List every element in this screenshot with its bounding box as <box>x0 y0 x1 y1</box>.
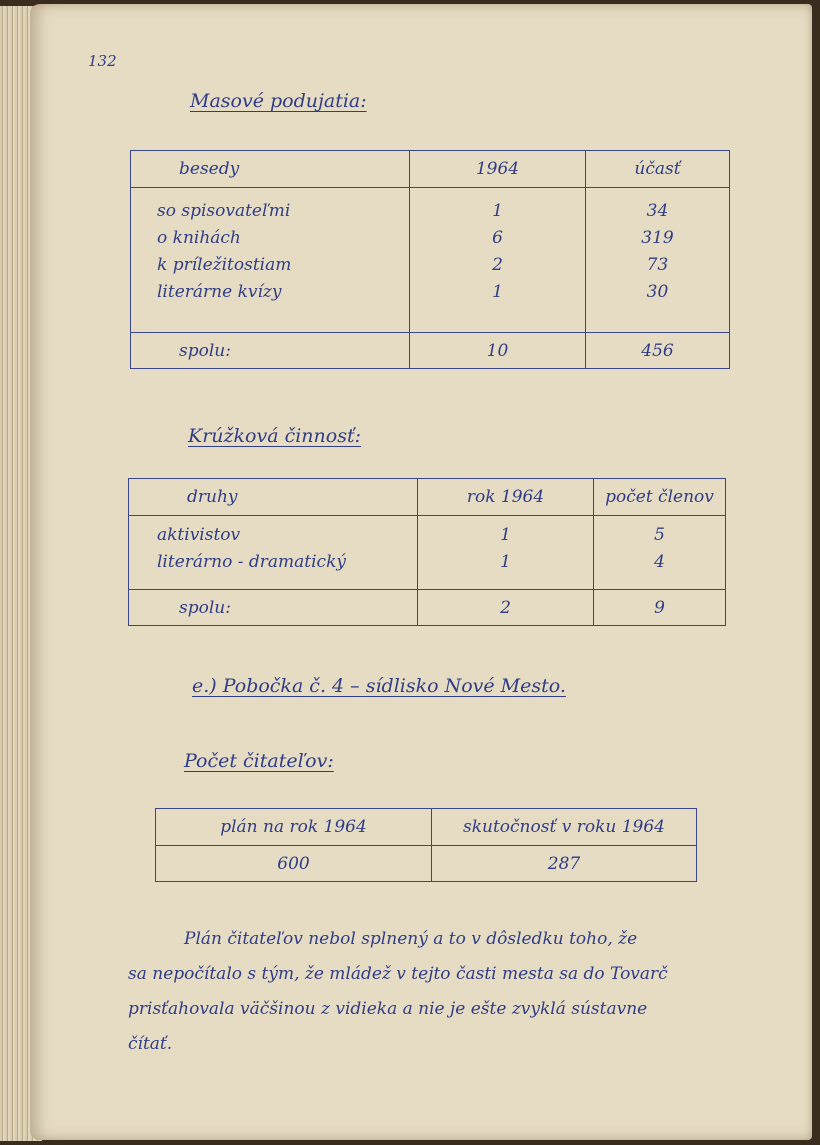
paragraph <box>128 922 728 1062</box>
table-header-row <box>131 151 730 188</box>
page-number: 132 <box>88 52 117 70</box>
total-count: 2 <box>418 590 594 626</box>
value-plan: 600 <box>156 846 432 882</box>
row-attendance: 319 <box>641 228 674 248</box>
row-label: literárne kvízy <box>157 282 282 302</box>
header-besedy: besedy <box>131 151 410 188</box>
table-values-row <box>156 846 697 882</box>
row-attendance: 73 <box>646 255 669 275</box>
paragraph-line: prisťahovala väčšinou z vidieka a nie je ešte zvyklá sústavne <box>128 999 648 1019</box>
table-readers <box>155 808 697 882</box>
table-total-row <box>129 590 726 626</box>
row-label: so spisovateľmi <box>157 201 291 221</box>
heading-readers: Počet čitateľov: <box>184 750 334 772</box>
row-attendance: 34 <box>646 201 669 221</box>
table-total-row <box>131 333 730 369</box>
row-label: aktivistov <box>157 525 241 545</box>
row-attendance: 30 <box>646 282 669 302</box>
paragraph-line: čítať. <box>128 1034 173 1054</box>
table-header-row <box>156 809 697 846</box>
total-label: spolu: <box>131 333 410 369</box>
paragraph-line: Plán čitateľov nebol splnený a to v dôsledku toho, že <box>184 929 638 949</box>
row-members: 4 <box>654 552 665 572</box>
heading-mass-events: Masové podujatia: <box>190 90 367 112</box>
row-count: 6 <box>492 228 503 248</box>
row-label: k príležitostiam <box>157 255 292 275</box>
value-actual: 287 <box>432 846 697 882</box>
table-header-row <box>129 479 726 516</box>
row-count: 1 <box>500 525 511 545</box>
table-mass-events <box>130 150 730 369</box>
row-count: 1 <box>492 201 503 221</box>
total-count: 10 <box>410 333 586 369</box>
paragraph-line: sa nepočítalo s tým, že mládež v tejto časti mesta sa do Tovarč <box>128 964 668 984</box>
row-count: 1 <box>500 552 511 572</box>
branch-title: e.) Pobočka č. 4 – sídlisko Nové Mesto. <box>192 675 566 697</box>
header-actual: skutočnosť v roku 1964 <box>432 809 697 846</box>
table-club-activity <box>128 478 726 626</box>
header-rok: rok 1964 <box>418 479 594 516</box>
header-year: 1964 <box>410 151 586 188</box>
row-count: 1 <box>492 282 503 302</box>
total-members: 9 <box>594 590 726 626</box>
header-plan: plán na rok 1964 <box>156 809 432 846</box>
total-label: spolu: <box>129 590 418 626</box>
row-label: literárno - dramatický <box>157 552 346 572</box>
heading-club-activity: Krúžková činnosť: <box>188 425 361 447</box>
header-attendance: účasť <box>586 151 730 188</box>
table-body-rows <box>131 188 730 333</box>
total-attendance: 456 <box>586 333 730 369</box>
row-count: 2 <box>492 255 503 275</box>
header-druhy: druhy <box>129 479 418 516</box>
row-label: o knihách <box>157 228 241 248</box>
table-body-rows <box>129 516 726 590</box>
row-members: 5 <box>654 525 665 545</box>
header-members: počet členov <box>594 479 726 516</box>
